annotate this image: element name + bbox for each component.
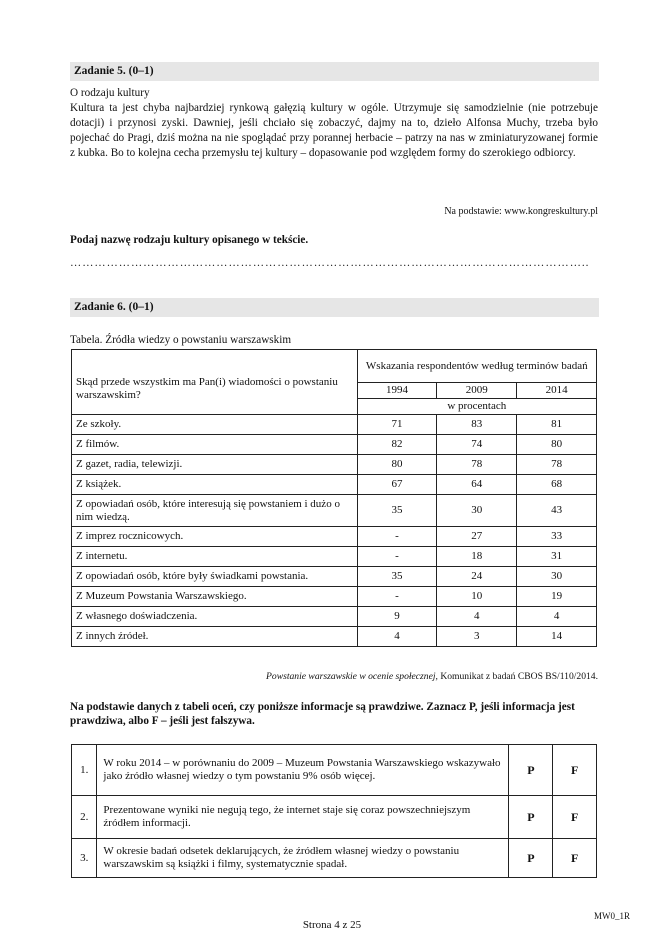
cell-value: 83	[437, 415, 517, 435]
cell-value: 14	[517, 627, 597, 647]
table-row	[72, 607, 597, 627]
cell-value: 82	[357, 435, 437, 455]
task5-text: Kultura ta jest chyba najbardziej rynkową gałęzią kultury w ogóle. Utrzymuje się samodzielnie (nie potrzebuje dotacji) i przynosi zyski. Dawniej, jeśli chciało się zobaczyć, dajmy na to, dzieło Alfonsa Muchy, trzeba było pojechać do Pragi, dziś można na nie spoglądać przy porannej herbacie – patrzy na nas w zminiaturyzowanej formie z kubka. Bo to kolejna cecha przemysłu tej kultury – dopasowanie pod względem formy do szerokiego odbiorcy.	[70, 102, 598, 159]
task5-header: Zadanie 5. (0–1)	[70, 62, 599, 81]
row-label: Z książek.	[72, 475, 358, 495]
cell-value: 10	[437, 587, 517, 607]
cell-value: 43	[517, 495, 597, 527]
table-row	[72, 475, 597, 495]
cell-value: 68	[517, 475, 597, 495]
cell-value: 35	[357, 495, 437, 527]
cell-value: -	[357, 527, 437, 547]
table-source-rest: Komunikat z badań CBOS BS/110/2014.	[437, 671, 598, 682]
table-row	[72, 527, 597, 547]
row-label: Z gazet, radia, telewizji.	[72, 455, 358, 475]
task5-answer-line[interactable]: ………………………………………………………………………………………………………………..	[70, 257, 590, 269]
cell-value: 67	[357, 475, 437, 495]
row-label: Z innych źródeł.	[72, 627, 358, 647]
cell-value: 9	[357, 607, 437, 627]
row-label: Z opowiadań osób, które interesują się powstaniem i dużo o nim wiedzą.	[72, 495, 358, 527]
statement-row	[72, 745, 597, 796]
cell-value: 4	[357, 627, 437, 647]
task5-topic: O rodzaju kultury	[70, 87, 150, 99]
row-label: Z opowiadań osób, które były świadkami powstania.	[72, 567, 358, 587]
cell-value: 64	[437, 475, 517, 495]
cell-value: 19	[517, 587, 597, 607]
cell-value: 31	[517, 547, 597, 567]
table-row	[72, 567, 597, 587]
cell-value: 3	[437, 627, 517, 647]
statement-number: 1.	[72, 745, 97, 796]
row-label: Z Muzeum Powstania Warszawskiego.	[72, 587, 358, 607]
table-title: Tabela. Źródła wiedzy o powstaniu warszawskim	[70, 334, 292, 346]
cell-value: 27	[437, 527, 517, 547]
row-label: Ze szkoły.	[72, 415, 358, 435]
cell-value: 78	[517, 455, 597, 475]
cell-value: 74	[437, 435, 517, 455]
cell-value: 30	[437, 495, 517, 527]
false-option[interactable]: F	[553, 839, 597, 878]
statement-row	[72, 796, 597, 839]
table-row	[72, 587, 597, 607]
table-row	[72, 435, 597, 455]
true-option[interactable]: P	[509, 745, 553, 796]
cell-value: 4	[437, 607, 517, 627]
statement-number: 2.	[72, 796, 97, 839]
true-false-table	[71, 744, 597, 878]
true-option[interactable]: P	[509, 839, 553, 878]
false-option[interactable]: F	[553, 796, 597, 839]
statement-text: W roku 2014 – w porównaniu do 2009 – Muzeum Powstania Warszawskiego wskazywało jako źródło własnej wiedzy o tym powstaniu 9% osób więcej.	[97, 745, 509, 796]
task6-header: Zadanie 6. (0–1)	[70, 298, 599, 317]
statement-row	[72, 839, 597, 878]
true-option[interactable]: P	[509, 796, 553, 839]
col-group-header: Wskazania respondentów według terminów badań	[357, 350, 596, 383]
cell-value: -	[357, 547, 437, 567]
table-row	[72, 495, 597, 527]
table-source	[190, 670, 598, 684]
false-option[interactable]: F	[553, 745, 597, 796]
task6-instruction: Na podstawie danych z tabeli oceń, czy poniższe informacje są prawdziwe. Zaznacz P, jeśli informacja jest prawdziwa, albo F – jeśli jest fałszywa.	[70, 701, 575, 727]
row-header-cell: Skąd przede wszystkim ma Pan(i) wiadomości o powstaniu warszawskim?	[72, 350, 358, 415]
table-row	[72, 415, 597, 435]
table-row	[72, 627, 597, 647]
row-label: Z internetu.	[72, 547, 358, 567]
unit-label: w procentach	[357, 399, 596, 415]
cell-value: -	[357, 587, 437, 607]
cell-value: 4	[517, 607, 597, 627]
table-source-title: Powstanie warszawskie w ocenie społecznej,	[266, 671, 438, 682]
cell-value: 33	[517, 527, 597, 547]
cell-value: 24	[437, 567, 517, 587]
table-row	[72, 455, 597, 475]
statement-text: W okresie badań odsetek deklarujących, że źródłem własnej wiedzy o powstaniu warszawskim są książki i filmy, systematycznie spadał.	[97, 839, 509, 878]
sources-table	[71, 349, 597, 647]
task5-question: Podaj nazwę rodzaju kultury opisanego w tekście.	[70, 234, 309, 246]
cell-value: 35	[357, 567, 437, 587]
cell-value: 18	[437, 547, 517, 567]
row-label: Z imprez rocznicowych.	[72, 527, 358, 547]
year-2014: 2014	[517, 383, 597, 399]
exam-code: MW0_1R	[594, 911, 630, 921]
cell-value: 80	[357, 455, 437, 475]
task5-source: Na podstawie: www.kongreskultury.pl	[444, 206, 598, 217]
table-row	[72, 547, 597, 567]
year-2009: 2009	[437, 383, 517, 399]
cell-value: 71	[357, 415, 437, 435]
statement-text: Prezentowane wyniki nie negują tego, że internet staje się coraz powszechniejszym źródłem informacji.	[97, 796, 509, 839]
cell-value: 81	[517, 415, 597, 435]
statement-number: 3.	[72, 839, 97, 878]
cell-value: 80	[517, 435, 597, 455]
cell-value: 30	[517, 567, 597, 587]
row-label: Z własnego doświadczenia.	[72, 607, 358, 627]
year-1994: 1994	[357, 383, 437, 399]
cell-value: 78	[437, 455, 517, 475]
page-number: Strona 4 z 25	[302, 919, 362, 931]
row-label: Z filmów.	[72, 435, 358, 455]
